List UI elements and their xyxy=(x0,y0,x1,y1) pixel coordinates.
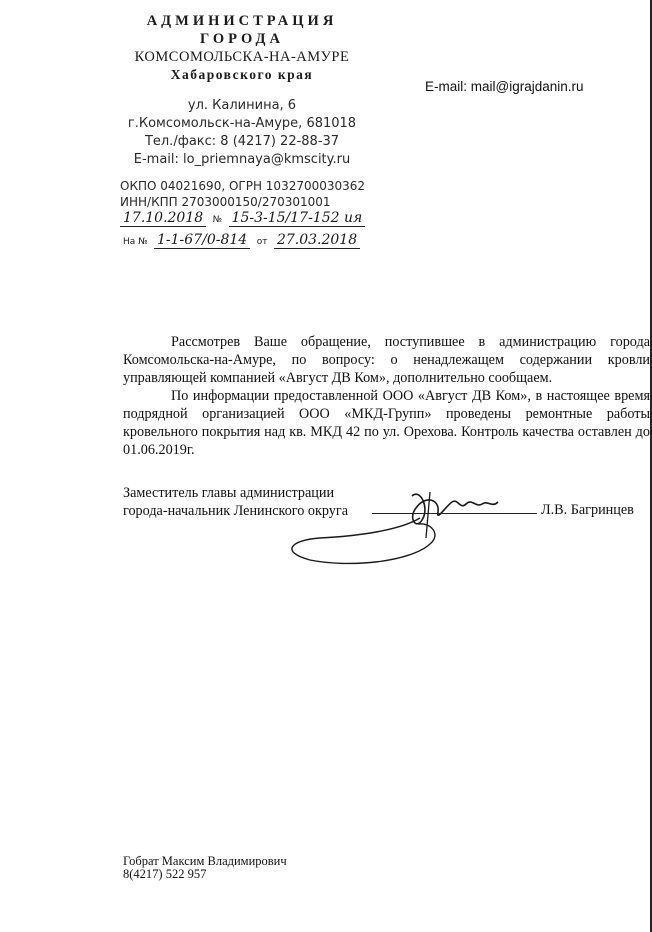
signer-title-line2: города-начальник Ленинского округа xyxy=(123,503,349,519)
paragraph-2: По информации предоставленной ООО «Август ДВ Ком», в настоящее время подрядной организацией ООО «МКД-Групп» проведены ремонтные работы кровельного покрытия над кв. МКД 42 по ул. Орехова. Контроль качества оставлен до 01.06.2019г. xyxy=(123,388,650,458)
registration-date: 17.10.2018 xyxy=(120,210,206,227)
signer-title-line1: Заместитель главы администрации xyxy=(123,485,335,501)
letterhead-postal: г.Комсомольск-на-Амуре, 681018 xyxy=(127,116,357,131)
reply-from-label: от xyxy=(256,237,268,247)
paragraph-1: Рассмотрев Ваше обращение, поступившее в администрацию города Комсомольска-на-Амуре, по вопросу: о ненадлежащем содержании кровли управляющей компанией «Август ДВ Ком», дополнительно сообщаем. xyxy=(123,334,650,386)
executor-phone: 8(4217) 522 957 xyxy=(123,867,207,881)
reply-number: 1-1-67/0-814 xyxy=(154,232,250,249)
registration-number: 15-3-15/17-152 ия xyxy=(229,210,366,227)
executor-name: Гобрат Максим Владимирович xyxy=(123,854,287,868)
letterhead-region: Хабаровского края xyxy=(170,67,314,82)
reply-date: 27.03.2018 xyxy=(274,232,360,249)
letterhead-street: ул. Калинина, 6 xyxy=(187,98,297,113)
executor xyxy=(123,855,287,881)
header-email: E-mail: mail@igrajdanin.ru xyxy=(425,79,584,94)
letterhead-phone: Тел./факс: 8 (4217) 22-88-37 xyxy=(144,134,340,149)
letter-body xyxy=(123,333,650,459)
letterhead-org2: ГОРОДА xyxy=(200,31,284,47)
letterhead-inn: ИНН/КПП 2703000150/270301001 xyxy=(120,195,331,209)
reply-line xyxy=(120,232,360,249)
letterhead-city: КОМСОМОЛЬСКА-НА-АМУРЕ xyxy=(134,49,350,65)
reply-label: На № xyxy=(123,237,148,247)
registration-number-label: № xyxy=(212,215,223,225)
signer-name: Л.В. Багринцев xyxy=(541,502,634,518)
registration-line xyxy=(120,210,365,227)
letterhead-okpo: ОКПО 04021690, ОГРН 1032700030362 xyxy=(120,179,366,193)
handwritten-signature xyxy=(280,478,540,568)
letterhead-org: АДМИНИСТРАЦИЯ xyxy=(146,13,338,29)
letterhead-email: E-mail: lo_priemnaya@kmscity.ru xyxy=(133,152,351,167)
letterhead xyxy=(112,12,372,84)
